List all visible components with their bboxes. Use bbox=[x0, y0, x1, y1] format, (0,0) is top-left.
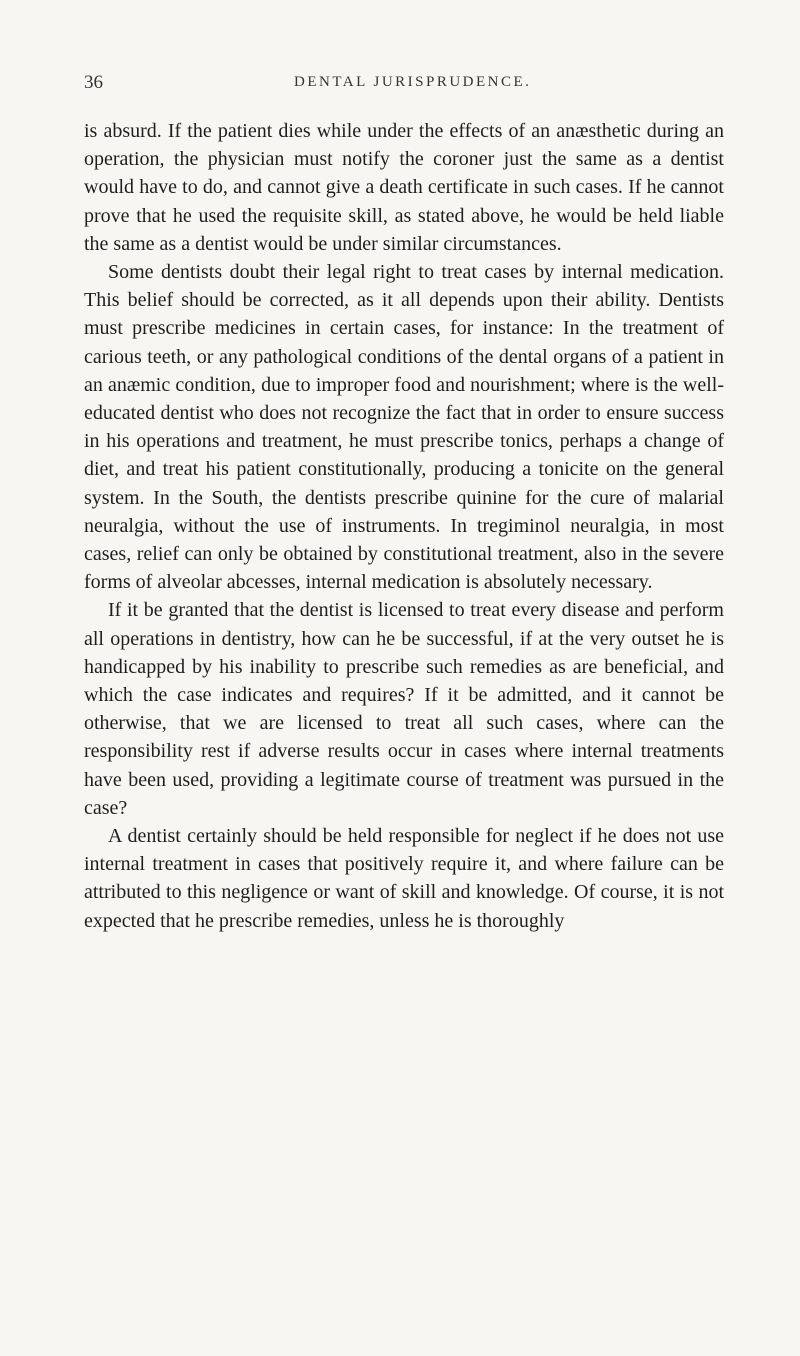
paragraph-1: is absurd. If the patient dies while under the effects of an anæsthetic during an operation, the physician must notify the coroner just the same as a dentist would have to do, and cannot give a death certificate in such cases. If he cannot prove that he used the requisite skill, as stated above, he would be held liable the same as a dentist would be under similar circumstances. bbox=[84, 120, 724, 255]
body-text bbox=[84, 117, 724, 935]
running-head: DENTAL JURISPRUDENCE. bbox=[294, 74, 532, 90]
page-number: 36 bbox=[84, 72, 103, 93]
paragraph-4: A dentist certainly should be held responsible for neglect if he does not use internal treatment in cases that positively require it, and where failure can be attributed to this negligence or want of skill and knowledge. Of course, it is not expected that he prescribe remedies, unless he is thoroughly bbox=[84, 825, 724, 932]
paragraph-2: Some dentists doubt their legal right to treat cases by internal medication. This belief should be corrected, as it all depends upon their ability. Dentists must prescribe medicines in certain cases, for instance: In the treatment of carious teeth, or any pathological conditions of the dental organs of a patient in an anæmic condition, due to improper food and nourishment; where is the well-educated dentist who does not recognize the fact that in order to ensure success in his operations and treatment, he must prescribe tonics, perhaps a change of diet, and treat his patient constitutionally, producing a tonicite on the general system. In the South, the dentists prescribe quinine for the cure of malarial neuralgia, without the use of instruments. In tregiminol neuralgia, in most cases, relief can only be obtained by constitutional treatment, also in the severe forms of alveolar abcesses, internal medication is absolutely necessary. bbox=[84, 261, 724, 594]
paragraph-3: If it be granted that the dentist is licensed to treat every disease and perform all operations in dentistry, how can he be successful, if at the very outset he is handicapped by his inability to prescribe such remedies as are beneficial, and which the case indicates and requires? If it be admitted, and it cannot be otherwise, that we are licensed to treat all such cases, where can the responsibility rest if adverse results occur in cases where internal treatments have been used, providing a legitimate course of treatment was pursued in the case? bbox=[84, 599, 724, 819]
page-header bbox=[84, 72, 724, 102]
